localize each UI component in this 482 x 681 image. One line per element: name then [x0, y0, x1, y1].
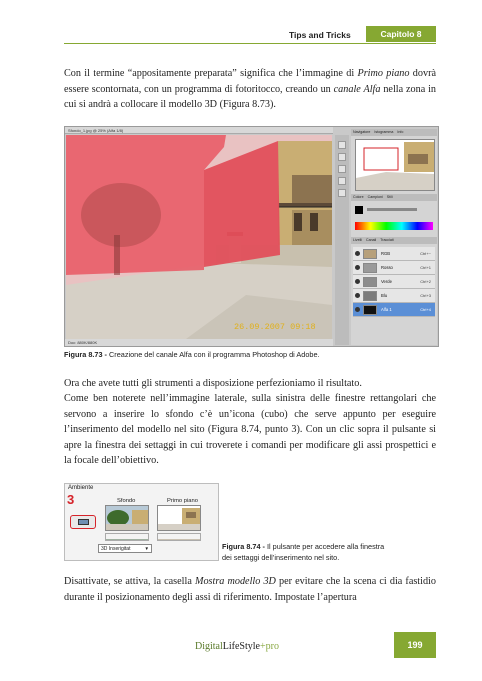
paragraph-2: Ora che avete tutti gli strumenti a disposizione perfezioniamo il risultato. — [64, 378, 362, 389]
environment-panel-screenshot — [64, 483, 219, 561]
eye-icon[interactable] — [355, 251, 360, 256]
header-rule — [64, 43, 436, 44]
channel-row[interactable]: RGB Ctrl+~ — [353, 247, 435, 261]
site-insertion-button[interactable] — [70, 515, 96, 529]
chevron-down-icon: ▼ — [144, 546, 149, 551]
tool-icon[interactable] — [338, 153, 346, 161]
panels-dock — [351, 129, 437, 345]
figure-873-caption: Figura 8.73 - Creazione del canale Alfa con il programma Photoshop di Adobe. — [64, 350, 320, 359]
channel-row[interactable]: Blu Ctrl+3 — [353, 289, 435, 303]
tab-paths[interactable]: Tracciati — [380, 238, 394, 242]
background-label: Sfondo — [117, 498, 136, 504]
figure-874-caption: Figura 8.74 - Il pulsante per accedere alla finestra dei settaggi dell’inserimento nel sito. — [222, 542, 385, 562]
document-canvas — [66, 135, 332, 339]
step-number: 3 — [67, 492, 75, 507]
tab-layers[interactable]: Livelli — [353, 238, 362, 242]
eye-icon[interactable] — [355, 293, 360, 298]
photoshop-screenshot — [64, 126, 439, 347]
tool-icon[interactable] — [338, 177, 346, 185]
group-title: Ambiente — [68, 485, 94, 491]
channel-row[interactable]: Rosso Ctrl+1 — [353, 261, 435, 275]
layers-tabs — [351, 237, 437, 244]
tab-navigator[interactable]: Navigatore — [353, 130, 371, 134]
photo-datestamp: 26.09.2007 09:18 — [234, 322, 316, 332]
header-section-title: Tips and Tricks — [289, 30, 351, 40]
eye-icon[interactable] — [355, 279, 360, 284]
canvas-photo — [66, 135, 332, 339]
intro-paragraph: Con il termine “appositamente preparata” significa che l’immagine di Primo piano dovrà essere scontornata, con un programma di fotoritocco, creando un canale Alfa nella zona in cui si andrà a collocare il modello 3D (Figura 8.73). — [64, 68, 437, 110]
tool-icon[interactable] — [338, 165, 346, 173]
paragraph-3: Come ben noterete nell’immagine laterale, sulla sinistra delle finestre rettangolari che servono a inserire lo sfondo c’è un’icona (cubo) che serve appunto per eseguire l’inserimento del modello nel sito (Figura 8.74, punto 3). Con un clic sopra il pulsante si apre la finestra dei settaggi in cui troverete i comandi per modificare gli assi prospettici e la focale dell’obiettivo. — [64, 393, 436, 466]
tab-styles[interactable]: Stili — [386, 195, 393, 199]
tool-icon[interactable] — [338, 141, 346, 149]
foreground-slot[interactable] — [157, 505, 201, 531]
insertion-mode-select[interactable]: 3D Inserigitat ▼ — [98, 544, 152, 553]
background-slot[interactable] — [105, 505, 149, 531]
channel-thumbnail — [363, 291, 377, 301]
channel-thumbnail — [363, 263, 377, 273]
tab-color[interactable]: Colore — [353, 195, 364, 199]
channel-thumbnail — [363, 277, 377, 287]
color-picker — [355, 204, 433, 232]
foreground-label: Primo piano — [167, 498, 198, 504]
tab-info[interactable]: Info — [397, 130, 404, 134]
channel-row-selected[interactable]: Alfa 1 Ctrl+4 — [353, 303, 435, 317]
navigator-tabs — [351, 129, 437, 136]
channel-row[interactable]: Verde Ctrl+2 — [353, 275, 435, 289]
channel-thumbnail — [363, 249, 377, 259]
page-number: 199 — [394, 632, 436, 658]
tool-icon[interactable] — [338, 189, 346, 197]
background-preview-strip — [105, 533, 149, 541]
eye-icon[interactable] — [355, 265, 360, 270]
document-window-title: Sfondo_1.jpg @ 25% (Alfa 1/8) — [65, 127, 333, 134]
paragraph-4: Disattivate, se attiva, la casella Mostra modello 3D per evitare che la scena ci dia fastidio durante il posizionamento degli assi di riferimento. Impostate l’apertura — [64, 576, 436, 603]
navigator-thumbnail — [355, 139, 435, 191]
tab-swatches[interactable]: Campioni — [367, 195, 383, 199]
channel-thumbnail — [363, 305, 377, 315]
status-bar: Doc: 880K/880K — [65, 339, 333, 346]
cube-icon — [78, 519, 89, 525]
tab-channels[interactable]: Canali — [366, 238, 377, 242]
tool-strip — [335, 135, 349, 345]
chapter-badge: Capitolo 8 — [366, 26, 436, 42]
eye-icon[interactable] — [355, 307, 360, 312]
foreground-preview-strip — [157, 533, 201, 541]
color-tabs — [351, 194, 437, 201]
brand-logo: DigitalLifeStyle+pro — [195, 641, 279, 652]
tab-histogram[interactable]: Istogramma — [374, 130, 394, 134]
